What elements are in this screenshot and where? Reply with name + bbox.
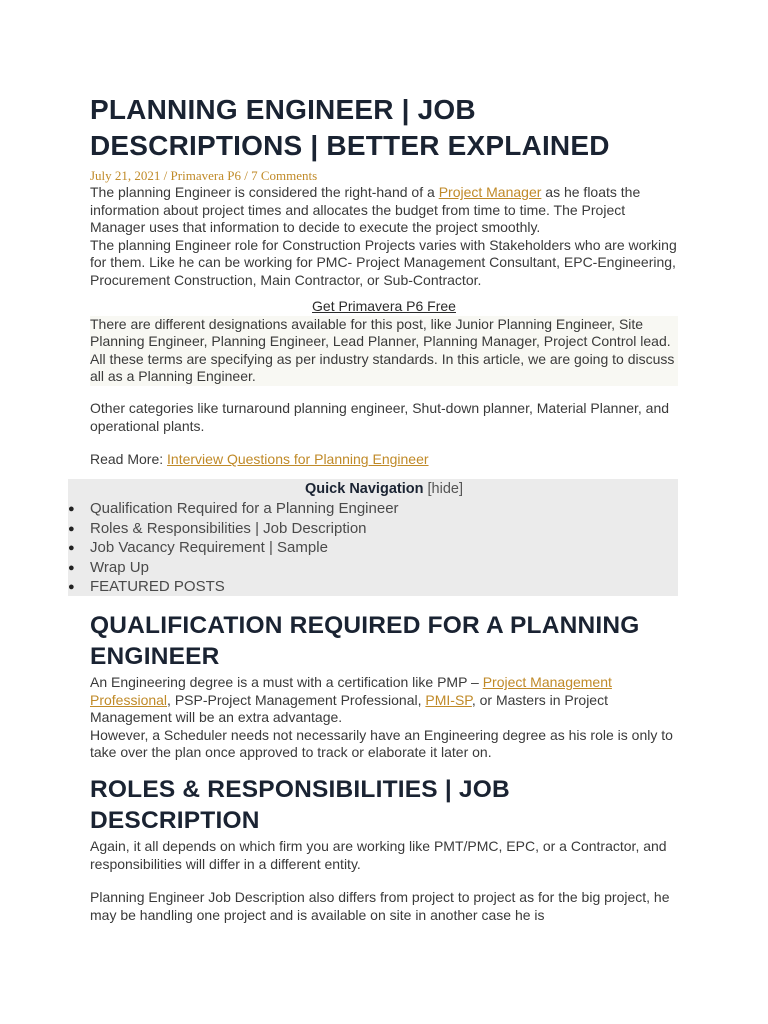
meta-separator: / [240, 168, 252, 183]
qualification-paragraph-2: However, a Scheduler needs not necessarily have an Engineering degree as his role is only to take over the plan once approved to track or elaborate it later on. [90, 726, 673, 761]
quick-navigation-list [68, 499, 399, 597]
qualification-paragraph-1: An Engineering degree is a must with a certification like PMP – Project Management Professional, PSP-Project Management Professional, PMI-SP, or Masters in Project Management will be an extra advantage. [90, 674, 612, 726]
bullet-icon: ● [68, 503, 75, 515]
comments-link[interactable]: 7 Comments [251, 168, 318, 183]
bullet-icon: ● [68, 522, 75, 535]
roles-paragraph-1: Again, it all depends on which firm you are working like PMT/PMC, EPC, or a Contractor, and responsibilities will differ in a different entity. [90, 838, 667, 872]
nav-item-featured-posts[interactable]: ● FEATURED POSTS [68, 577, 399, 597]
read-more: Read More: Interview Questions for Planning Engineer [90, 451, 429, 468]
hide-toggle[interactable]: [hide] [427, 481, 463, 497]
bullet-icon: ● [68, 542, 75, 554]
project-manager-link[interactable]: Project Manager [438, 184, 542, 200]
pmp-link[interactable]: Project Management Professional [90, 674, 612, 708]
bullet-icon: ● [68, 581, 75, 593]
cta-container [90, 298, 678, 315]
roles-section [90, 774, 678, 924]
post-date-link[interactable]: July 21, 2021 [90, 168, 161, 183]
quick-navigation-title: Quick Navigation [305, 481, 424, 497]
meta-separator: / [160, 168, 171, 183]
nav-item-job-vacancy[interactable]: ● Job Vacancy Requirement | Sample [68, 538, 399, 558]
category-link[interactable]: Primavera P6 [170, 168, 241, 183]
intro-paragraph-1: The planning Engineer is considered the right-hand of a Project Manager as he floats the information about project times and allocates the budget from time to time. The Project Manager uses that information to decide to execute the project smoothly. [90, 184, 641, 236]
nav-item-roles[interactable]: ● Roles & Responsibilities | Job Description [68, 519, 399, 539]
nav-item-wrap-up[interactable]: ● Wrap Up [68, 558, 399, 578]
intro-paragraph-2: The planning Engineer role for Construction Projects varies with Stakeholders who are working for them. Like he can be working for PMC- Project Management Consultant, EPC-Engineering, Procurement Construction, Main Contractor, or Sub-Contractor. [90, 236, 677, 288]
intro-paragraph-3: There are different designations available for this post, like Junior Planning Engineer, Site Planning Engineer, Planning Engineer, Lead Planner, Planning Manager, Project Control lead. All these terms are specifying as per industry standards. In this article, we are going to discuss all as a Planning Engineer. [90, 315, 675, 385]
get-primavera-link[interactable]: Get Primavera P6 Free [312, 297, 456, 314]
bullet-icon: ● [68, 561, 75, 574]
qualification-heading: QUALIFICATION REQUIRED FOR A PLANNING ENGINEER [90, 612, 640, 670]
roles-heading: ROLES & RESPONSIBILITIES | JOB DESCRIPTION [90, 776, 510, 834]
designations-block [90, 316, 678, 386]
page-title: PLANNING ENGINEER | JOB DESCRIPTIONS | BETTER EXPLAINED [90, 94, 610, 161]
post-meta [90, 168, 678, 184]
intro-paragraph-4: Other categories like turnaround planning engineer, Shut-down planner, Material Planner, and operational plants. [90, 399, 670, 434]
roles-paragraph-2: Planning Engineer Job Description also differs from project to project as for the big project, he may be handling one project and is available on site in another case he is [90, 889, 670, 923]
quick-navigation-header [90, 480, 678, 498]
qualification-section [90, 610, 678, 762]
article [90, 92, 678, 469]
nav-item-qualification[interactable]: ● Qualification Required for a Planning Engineer [68, 499, 399, 519]
pmi-sp-link[interactable]: PMI-SP [425, 691, 472, 708]
read-more-link[interactable]: Interview Questions for Planning Engineer [167, 451, 429, 468]
